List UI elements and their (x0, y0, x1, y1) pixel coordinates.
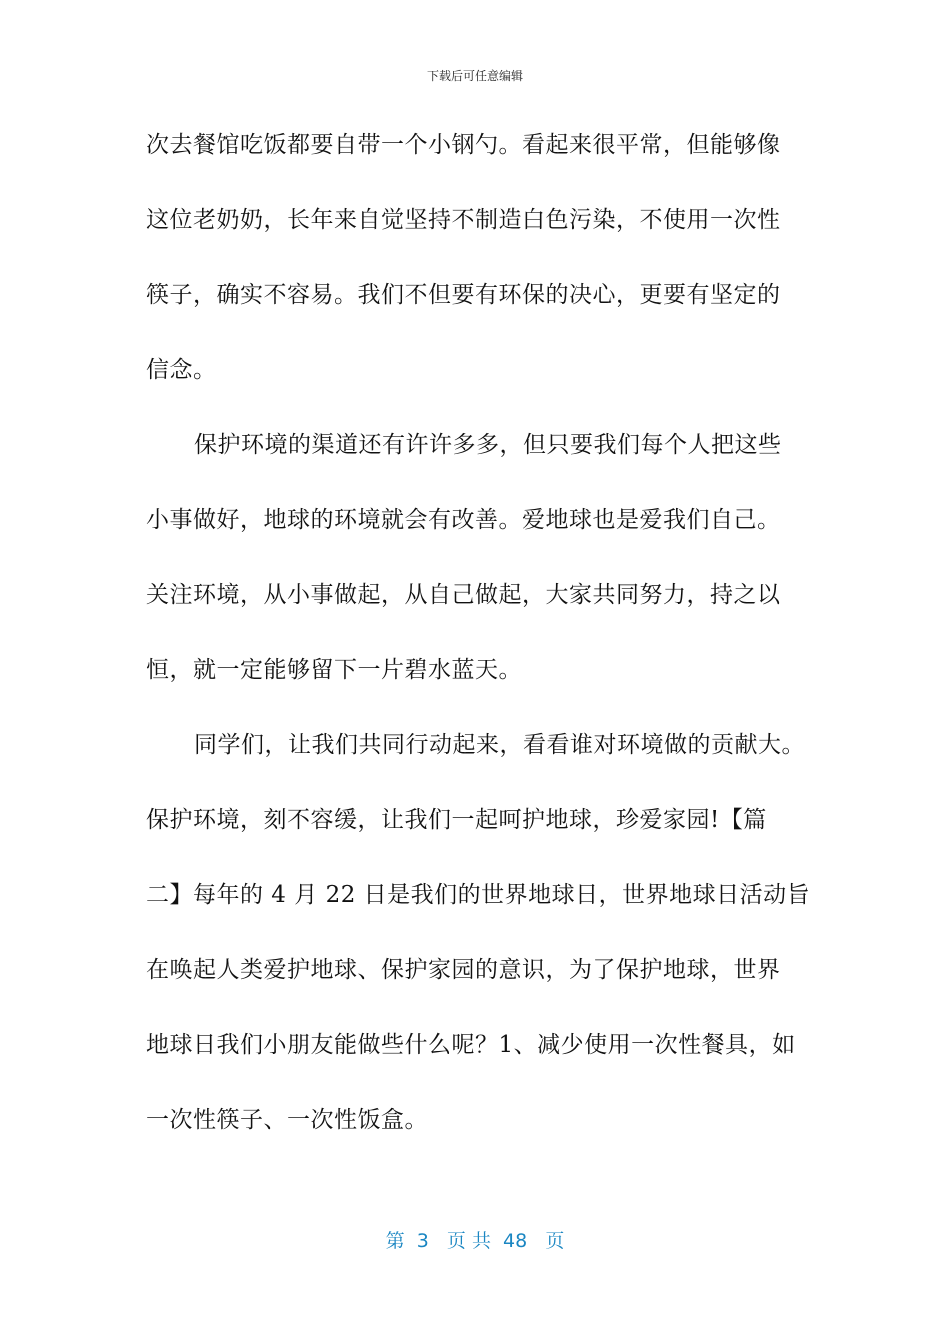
paragraph-start-line: 同学们，让我们共同行动起来，看看谁对环境做的贡献大。 (194, 732, 805, 758)
header-note: 下载后可任意编辑 (426, 69, 523, 83)
text-line: 关注环境，从小事做起，从自己做起，大家共同努力，持之以 (146, 582, 781, 608)
text-line: 保护环境，刻不容缓，让我们一起呵护地球，珍爱家园!【篇 (146, 807, 767, 833)
text-line: 二】每年的 4 月 22 日是我们的世界地球日，世界地球日活动旨 (146, 882, 811, 908)
page-number: 第 3 页 共 48 页 (385, 1230, 565, 1252)
paragraph-start-line: 保护环境的渠道还有许许多多，但只要我们每个人把这些 (194, 432, 782, 458)
text-line: 在唤起人类爱护地球、保护家园的意识，为了保护地球，世界 (146, 957, 781, 983)
text-line: 这位老奶奶，长年来自觉坚持不制造白色污染，不使用一次性 (146, 207, 781, 233)
text-line: 次去餐馆吃饭都要自带一个小钢勺。看起来很平常，但能够像 (146, 132, 781, 158)
text-line: 一次性筷子、一次性饭盒。 (146, 1107, 428, 1133)
text-line: 信念。 (146, 357, 217, 383)
text-line: 小事做好，地球的环境就会有改善。爱地球也是爱我们自己。 (146, 507, 781, 533)
text-line: 筷子，确实不容易。我们不但要有环保的决心，更要有坚定的 (146, 282, 781, 308)
text-line: 恒，就一定能够留下一片碧水蓝天。 (146, 657, 522, 683)
text-line: 地球日我们小朋友能做些什么呢？1、减少使用一次性餐具，如 (146, 1032, 796, 1058)
